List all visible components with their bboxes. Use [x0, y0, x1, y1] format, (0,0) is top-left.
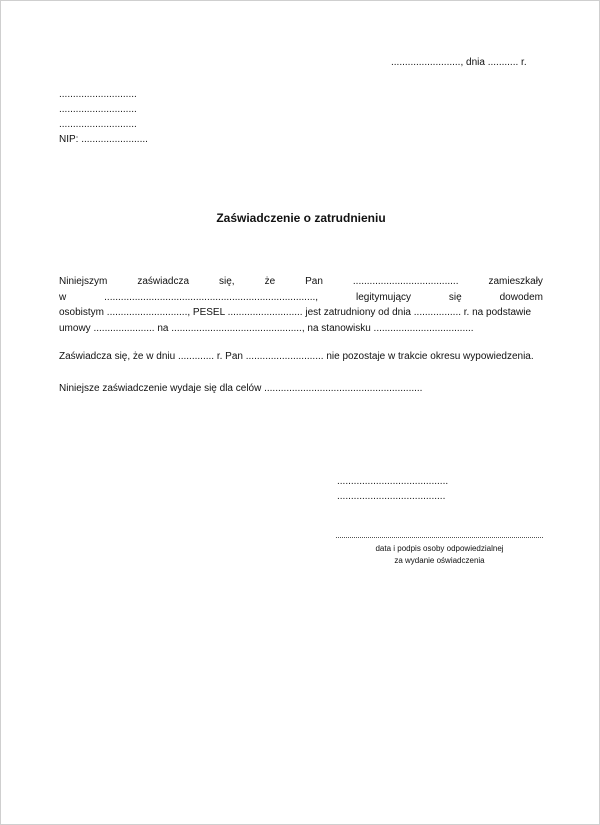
sender-line-1: ............................	[59, 89, 137, 100]
place-date-line: ........................., dnia ........... r.	[391, 57, 527, 68]
signature-rule	[336, 537, 543, 538]
sender-line-2: ............................	[59, 104, 137, 115]
paragraph-line: umowy ...................... na ..............................................., na stanowisku ....................................	[59, 322, 474, 334]
paragraph-line: osobistym ............................., PESEL ........................... jest zatrudniony od dnia ................. r. na podstawie	[59, 307, 532, 318]
word: legitymujący	[355, 291, 412, 303]
sender-line-3: ............................	[59, 119, 137, 130]
signature-lines	[337, 474, 448, 504]
signature-caption	[336, 543, 543, 567]
word: Niniejszym	[59, 276, 108, 287]
word: ............................................................................,	[104, 291, 319, 303]
signature-caption-line-1: data i podpis osoby odpowiedzialnej	[375, 544, 504, 553]
word: Pan	[305, 276, 323, 287]
word: ......................................	[352, 276, 459, 287]
paragraph-notice-period: Zaświadcza się, że w dniu ............. r. Pan ............................ nie pozostaje w trakcie okresu wypowiedzenia.	[59, 351, 534, 362]
signature-line-1: ........................................	[337, 476, 449, 487]
word: zaświadcza	[137, 276, 190, 287]
word: w	[59, 291, 67, 303]
paragraph-purpose: Niniejsze zaświadczenie wydaje się dla celów .........................................................	[59, 383, 423, 394]
paragraph-employment	[59, 274, 543, 336]
word: dowodem	[499, 291, 543, 303]
word: się,	[219, 276, 235, 287]
sender-block	[59, 87, 148, 147]
signature-line-2: .......................................	[337, 491, 446, 502]
word: zamieszkały	[488, 276, 543, 287]
sender-nip: NIP: ........................	[59, 134, 148, 145]
word: że	[264, 276, 276, 287]
document-title: Zaświadczenie o zatrudnieniu	[216, 211, 386, 225]
signature-caption-line-2: za wydanie oświadczenia	[394, 556, 485, 565]
word: się	[448, 291, 462, 303]
paragraph-line	[59, 290, 543, 306]
paragraph-line	[59, 274, 543, 290]
